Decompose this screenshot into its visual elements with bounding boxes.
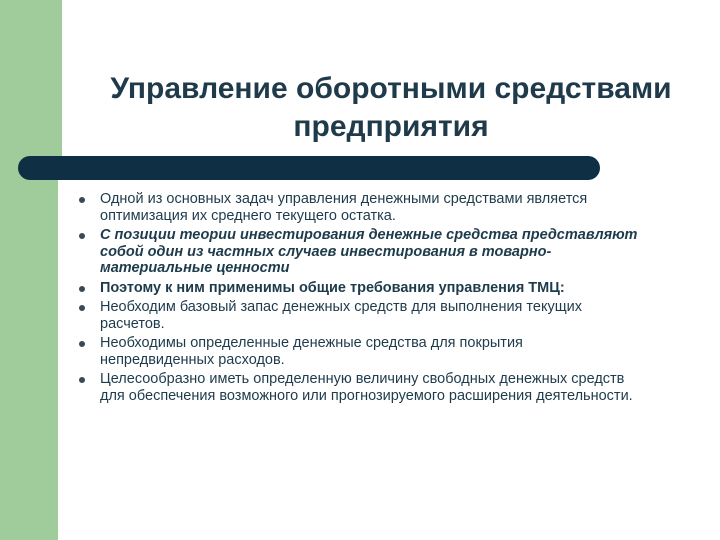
bullet-dot-icon <box>79 197 85 203</box>
bullet-item-4 <box>78 299 638 332</box>
slide-title: Управление оборотными средствами предприятия <box>110 72 672 143</box>
bullet-text: Необходим базовый запас денежных средств для выполнения текущих расчетов. <box>100 299 583 332</box>
bullet-dot-icon <box>79 377 85 383</box>
bullet-text: Необходимы определенные денежные средства для покрытия непредвиденных расходов. <box>100 335 523 368</box>
bullet-item-2 <box>78 227 638 277</box>
title-underline-bar <box>18 156 600 180</box>
bullet-dot-icon <box>79 286 85 292</box>
bullet-item-1 <box>78 191 638 224</box>
bullet-text: Целесообразно иметь определенную величину свободных денежных средств для обеспечения возможного или прогнозируемого расширения деятельности. <box>100 371 633 404</box>
bullet-dot-icon <box>79 233 85 239</box>
bullet-dot-icon <box>79 341 85 347</box>
bullet-text: С позиции теории инвестирования денежные средства представляют собой один из частных случаев инвестирования в товарно-материальные ценности <box>100 227 638 276</box>
bullet-item-3 <box>78 280 638 297</box>
bullet-item-6 <box>78 371 638 404</box>
bullet-text: Поэтому к ним применимы общие требования управления ТМЦ: <box>100 279 565 296</box>
bullet-dot-icon <box>79 305 85 311</box>
bullet-list <box>78 191 638 407</box>
bullet-item-5 <box>78 335 638 368</box>
bullet-text: Одной из основных задач управления денежными средствами является оптимизация их среднего текущего остатка. <box>100 191 588 224</box>
